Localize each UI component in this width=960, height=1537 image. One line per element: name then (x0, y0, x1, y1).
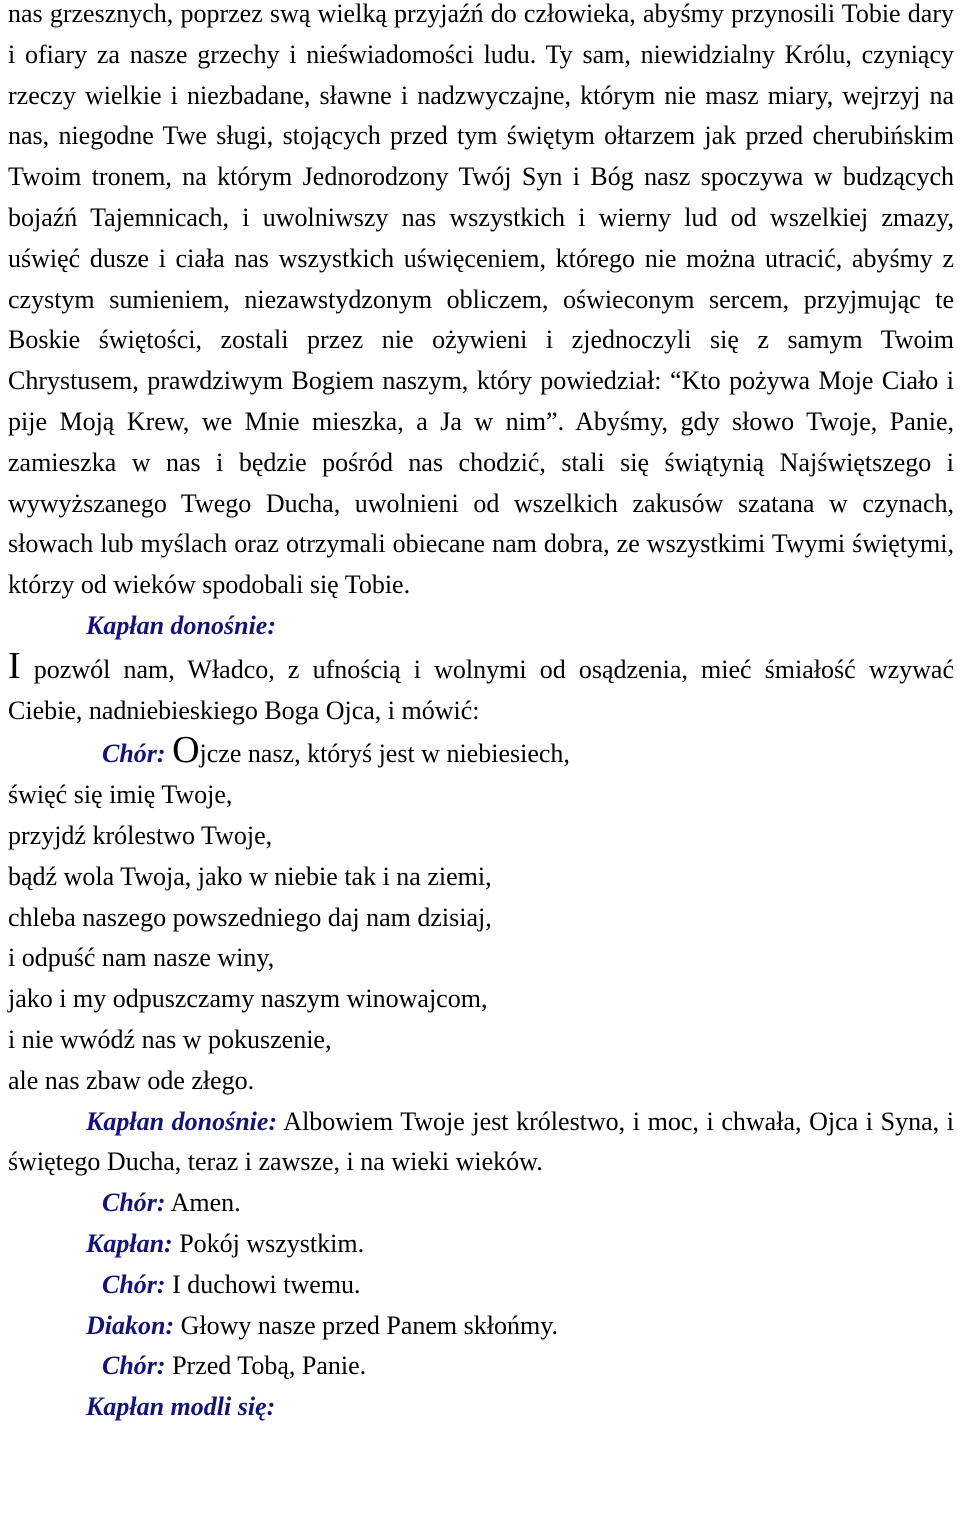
invocation-paragraph (8, 644, 954, 732)
dialogue-line (8, 1265, 954, 1306)
document-page (8, 0, 954, 1428)
dialogue-text: Głowy nasze przed Panem skłońmy. (174, 1310, 559, 1340)
dialogue-line (8, 1224, 954, 1265)
drop-cap: I (8, 644, 21, 687)
role-label: Kapłan modli się: (86, 1392, 276, 1422)
lords-prayer-line: chleba naszego powszedniego daj nam dzisiaj, (8, 902, 492, 932)
lords-prayer-line: i nie wwódź nas w pokuszenie, (8, 1024, 332, 1054)
dialogue-text: Amen. (165, 1188, 241, 1218)
dialogue-text: Pokój wszystkim. (172, 1228, 365, 1258)
role-label: Chór: (102, 1351, 166, 1381)
doxology-text: Albowiem Twoje jest królestwo, i moc, i chwała, Ojca i Syna, i świętego Ducha, teraz i zawsze, i na wieki wieków. (8, 1106, 954, 1177)
role-label: Kapłan: (86, 1228, 173, 1258)
lords-prayer-line: święć się imię Twoje, (8, 780, 233, 810)
role-label: Chór: (102, 739, 166, 769)
dialogue-line (8, 1183, 954, 1224)
lords-prayer-line: przyjdź królestwo Twoje, (8, 820, 273, 850)
lords-prayer-line: i odpuść nam nasze winy, (8, 943, 275, 973)
drop-cap: O (172, 729, 200, 772)
dialogue-text: Przed Tobą, Panie. (165, 1351, 367, 1381)
section-heading-priest-aloud (8, 606, 954, 647)
lords-prayer-line: ale nas zbaw ode złego. (8, 1065, 255, 1095)
lords-prayer-line: jcze nasz, któryś jest w niebiesiech, (199, 739, 570, 769)
role-label: Diakon: (86, 1310, 175, 1340)
section-heading-priest-prays (8, 1387, 954, 1428)
dialogue-line (8, 1346, 954, 1387)
lords-prayer-line: jako i my odpuszczamy naszym winowajcom, (8, 984, 488, 1014)
role-label: Kapłan donośnie: (86, 610, 276, 640)
dialogue-text: I duchowi twemu. (165, 1269, 361, 1299)
invocation-text: pozwól nam, Władco, z ufnością i wolnymi od osądzenia, mieć śmiałość wzywać Ciebie, nadniebieskiego Boga Ojca, i mówić: (8, 654, 954, 725)
doxology-paragraph (8, 1102, 954, 1184)
prayer-paragraph: nas grzesznych, poprzez swą wielką przyjaźń do człowieka, abyśmy przynosili Tobie dary i ofiary za nasze grzechy i nieświadomości ludu. Ty sam, niewidzialny Królu, czyniący rzeczy wielkie i niezbadane, sławne i nadzwyczajne, którym nie masz miary, wejrzyj na nas, niegodne Twe sługi, stojących przed tym świętym ołtarzem jak przed cherubińskim Twoim tronem, na którym Jednorodzony Twój Syn i Bóg nasz spoczywa w budzących bojaźń Tajemnicach, i uwolniwszy nas wszystkich i wierny lud od wszelkiej zmazy, uświęć dusze i ciała nas wszystkich uświęceniem, którego nie można utracić, abyśmy z czystym sumieniem, niezawstydzonym obliczem, oświeconym sercem, przyjmując te Boskie świętości, zostali przez nie ożywieni i zjednoczyli się z samym Twoim Chrystusem, prawdziwym Bogiem naszym, który powiedział: “Kto pożywa Moje Ciało i pije Moją Krew, we Mnie mieszka, a Ja w nim”. Abyśmy, gdy słowo Twoje, Panie, zamieszka w nas i będzie pośród nas chodzić, stali się świątynią Najświętszego i wywyższanego Twego Ducha, uwolnieni od wszelkich zakusów szatana w czynach, słowach lub myślach oraz otrzymali obiecane nam dobra, ze wszystkimi Twymi świętymi, którzy od wieków spodobali się Tobie. (8, 0, 954, 600)
lords-prayer-line: bądź wola Twoja, jako w niebie tak i na ziemi, (8, 861, 492, 891)
role-label: Chór: (102, 1269, 166, 1299)
role-label: Kapłan donośnie: (86, 1106, 278, 1136)
role-label: Chór: (102, 1188, 166, 1218)
dialogue-line (8, 1306, 954, 1347)
lords-prayer-first-line (8, 731, 954, 775)
